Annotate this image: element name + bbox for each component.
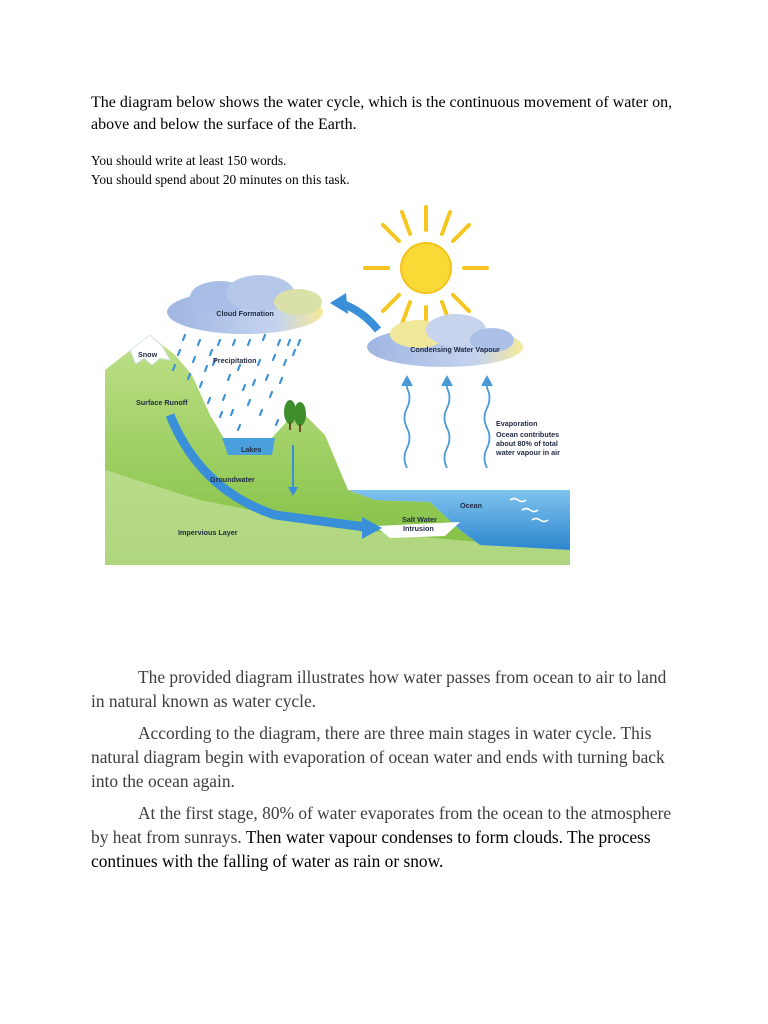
label-salt-water: Salt Water: [402, 515, 437, 524]
condensing-cloud-icon: [367, 314, 523, 367]
label-groundwater: Groundwater: [210, 475, 255, 484]
label-intrusion: Intrusion: [403, 524, 434, 533]
water-cycle-diagram: [100, 200, 580, 570]
cloud-formation-icon: [167, 275, 323, 334]
label-impervious: Impervious Layer: [178, 528, 238, 537]
label-precipitation: Precipitation: [213, 356, 257, 365]
label-lakes: Lakes: [241, 445, 262, 454]
label-evap-line3: water vapour in air: [496, 448, 560, 457]
time-requirement: You should spend about 20 minutes on this task.: [91, 172, 350, 187]
label-surface-runoff: Surface Runoff: [136, 398, 188, 407]
evaporation-arrows: [402, 377, 492, 468]
label-ocean: Ocean: [460, 501, 482, 510]
water-cycle-illustration: [100, 200, 580, 570]
task-intro: The diagram below shows the water cycle, which is the continuous movement of water on, above and below the surface of the Earth.: [91, 94, 673, 133]
answer-paragraph-1: The provided diagram illustrates how water passes from ocean to air to land in natural known as water cycle.: [91, 667, 667, 711]
label-condensing: Condensing Water Vapour: [410, 345, 500, 354]
label-evap-line2: about 80% of total: [496, 439, 558, 448]
word-requirement: You should write at least 150 words.: [91, 153, 287, 168]
label-evaporation: Evaporation: [496, 419, 538, 428]
answer-paragraph-3-part-1: At the first stage, 80% of water evaporates from the ocean to the atmosphere by heat from sunrays.: [91, 803, 672, 847]
label-evap-line1: Ocean contributes: [496, 430, 560, 439]
answer-paragraph-3: [91, 801, 681, 873]
sun-icon: [365, 207, 487, 330]
answer-paragraph-3-part-2: Then water vapour condenses to form clouds. The process continues with the falling of water as rain or snow.: [91, 827, 651, 871]
answer-paragraph-2: According to the diagram, there are three main stages in water cycle. This natural diagram begin with evaporation of ocean water and ends with turning back into the ocean again.: [91, 723, 665, 791]
task-requirements: [91, 151, 691, 189]
answer-text: [91, 665, 681, 881]
label-snow: Snow: [138, 350, 158, 359]
label-cloud-formation: Cloud Formation: [216, 309, 274, 318]
